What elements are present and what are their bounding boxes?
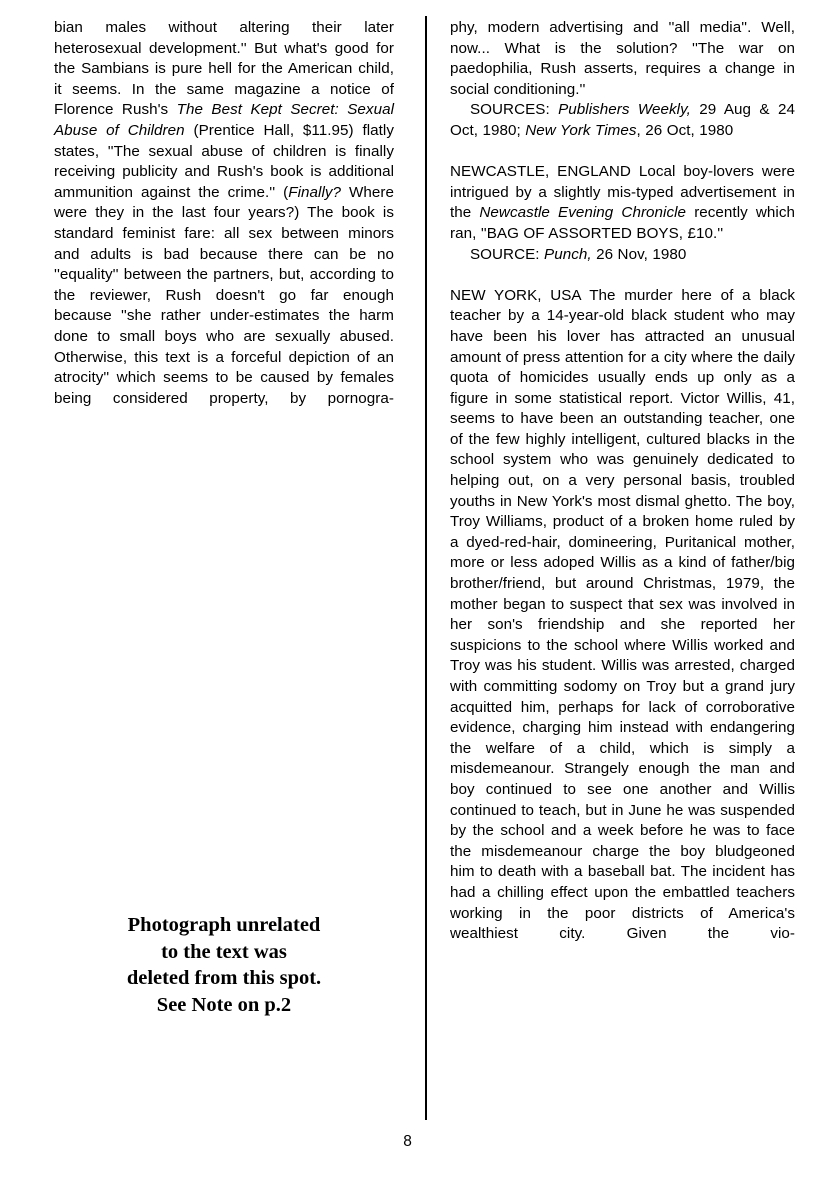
italic-run: Punch,: [544, 245, 592, 263]
italic-run: Newcastle Evening Chronicle: [479, 204, 687, 222]
article-newcastle: [450, 162, 795, 244]
photo-note-line-2: to the text was: [161, 940, 287, 963]
photo-note-line-4: See Note on p.2: [156, 993, 292, 1016]
photo-note-line-3: deleted from this spot.: [126, 967, 322, 989]
article-newyork: [450, 286, 795, 945]
text-run: SOURCES:: [470, 101, 559, 119]
text-run: 29 Aug & 24 Oct, 1980;: [450, 101, 795, 139]
paragraph-spacer-2: [450, 265, 795, 286]
text-run: Where were they in the last four years?) The book is standard feminist fare: all sex between minors and adults is bad because there can be no ''equality'' between the partners, but, according to the reviewer, Rush doesn't go far enough because ''she rather under-estimates the harm done to small boys who are sexually abused. Otherwise, this text is a forceful depiction of an atrocity'' which seems to be caused by females being considered property, by pornogra-: [54, 183, 395, 407]
text-run: 26 Nov, 1980: [591, 245, 687, 263]
photo-note-line-1: Photograph unrelated: [127, 914, 321, 936]
text-run: NEW YORK, USA The murder here of a black teacher by a 14-year-old black student who may have been his lover has attracted an unusual amount of press attention for a city where the daily quota of homicides usually ends up only as a figure in some statistical report. Victor Willis, 41, seems to have been an outstanding teacher, one of the few highly intelligent, cultured blacks in the school system who was genuinely dedicated to helping out, on a very personal basis, troubled youths in New York's most dismal ghetto. The boy, Troy Williams, product of a broken home ruled by a dyed-red-hair, domineering, Puritanical mother, more or less adoped Willis as a kind of father/big brother/friend, but around Christmas, 1979, the mother began to suspect that sex was involved in her son's friendship and she reported her suspicions to the school where Willis worked and Troy was his student. Willis was arrested, charged with committing sodomy on Troy but a grand jury acquitted him, perhaps for lack of corroborative evidence, charging him instead with endangering the welfare of a child, which is simply a misdemeanour. Strangely enough the man and boy continued to see one another and Willis continued to teach, but in June he was suspended by the school and a week before he was to face the misdemeanour charge the boy bludgeoned him to death with a baseball bat. The incident has had a chilling effect upon the embattled teachers working in the poor districts of America's wealthiest city. Given the vio-: [450, 286, 795, 943]
right-column: [450, 18, 795, 945]
page-number: 8: [403, 1133, 412, 1150]
sources-line-2: [450, 245, 795, 266]
article-continued-paragraph: [450, 18, 795, 100]
left-column-continued-paragraph: [54, 18, 394, 409]
text-run: NEWCASTLE, ENGLAND Local boy-lovers were intrigued by a slightly mis-typed advertisement in the: [450, 163, 795, 222]
text-run: phy, modern advertising and ''all media''. Well, now... What is the solution? ''The war on paedophilia, Rush asserts, requires a change in social conditioning.'': [450, 19, 795, 98]
sources-line-1: [450, 100, 795, 141]
italic-run: The Best Kept Secret: Sexual Abuse of Children: [54, 101, 394, 139]
italic-run: Finally?: [288, 183, 342, 201]
italic-run: New York Times: [525, 121, 637, 139]
photograph-deleted-note: [54, 912, 394, 1018]
text-run: recently which ran, ''BAG OF ASSORTED BOYS, £10.'': [450, 204, 795, 242]
text-run: , 26 Oct, 1980: [636, 121, 734, 139]
text-run: (Prentice Hall, $11.95) flatly states, ''The sexual abuse of children is finally receiving publicity and Rush's book is additional ammunition against the crime.'' (: [54, 121, 394, 201]
text-run: bian males without altering their later heterosexual development.'' But what's good for the Sambians is pure hell for the American child, it seems. In the same magazine a notice of Florence Rush's: [54, 19, 394, 119]
text-run: SOURCE:: [470, 245, 545, 263]
left-column: [54, 18, 394, 409]
italic-run: Publishers Weekly,: [558, 101, 691, 119]
paragraph-spacer: [450, 142, 795, 163]
